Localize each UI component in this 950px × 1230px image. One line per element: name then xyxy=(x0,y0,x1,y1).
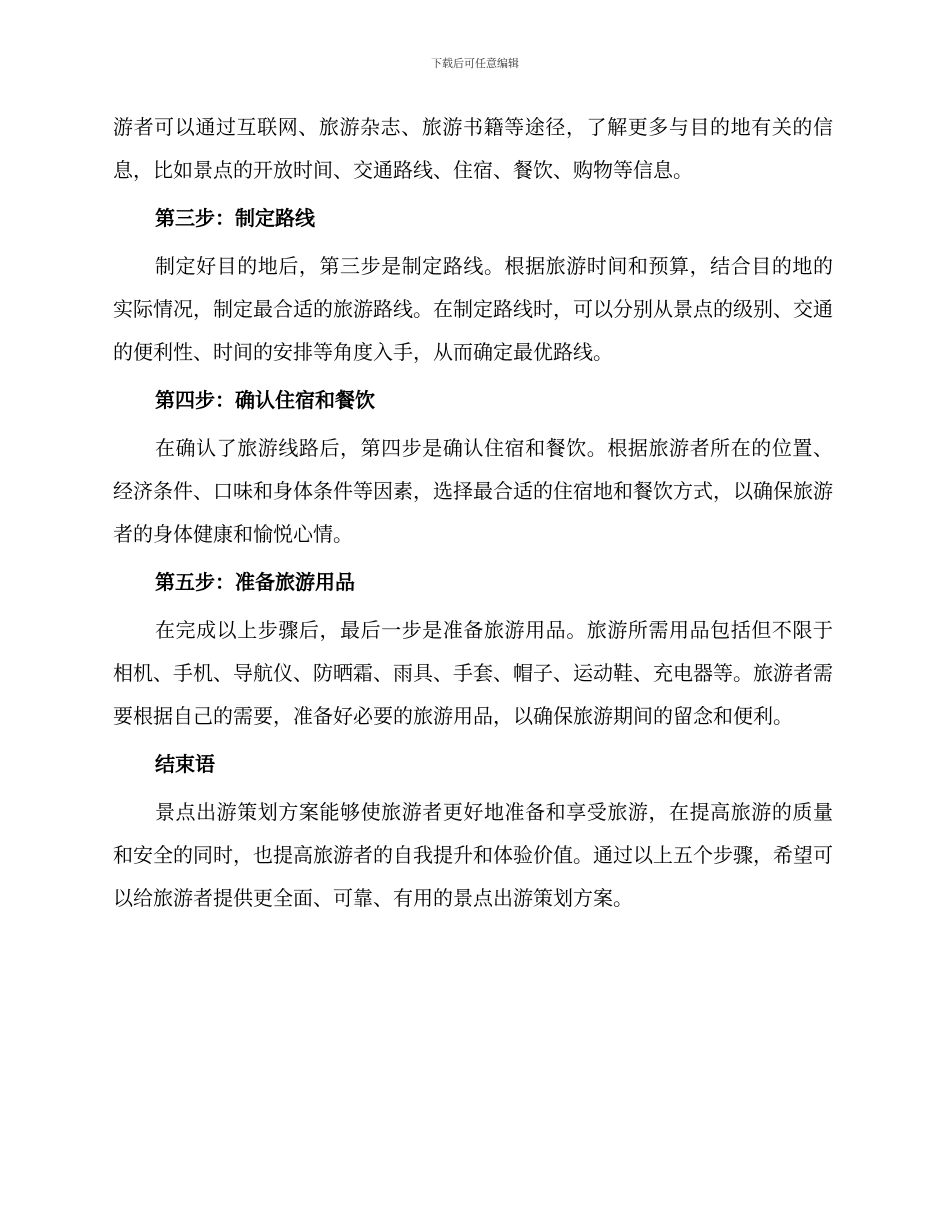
step4-heading: 第四步：确认住宿和餐饮 xyxy=(155,388,375,412)
conclusion-heading: 结束语 xyxy=(155,752,215,776)
intro-paragraph: 游者可以通过互联网、旅游杂志、旅游书籍等途径，了解更多与目的地有关的信息，比如景点的开放时间、交通路线、住宿、餐饮、购物等信息。 xyxy=(113,115,833,182)
page-header: 下载后可任意编辑 xyxy=(431,57,519,70)
step3-heading: 第三步：制定路线 xyxy=(155,206,315,230)
conclusion-paragraph: 景点出游策划方案能够使旅游者更好地准备和享受旅游，在提高旅游的质量和安全的同时，也提高旅游者的自我提升和体验价值。通过以上五个步骤，希望可以给旅游者提供更全面、可靠、有用的景点出游策划方案。 xyxy=(113,800,833,910)
step4-paragraph: 在确认了旅游线路后，第四步是确认住宿和餐饮。根据旅游者所在的位置、经济条件、口味和身体条件等因素，选择最合适的住宿地和餐饮方式，以确保旅游者的身体健康和愉悦心情。 xyxy=(113,436,833,546)
step5-paragraph: 在完成以上步骤后，最后一步是准备旅游用品。旅游所需用品包括但不限于相机、手机、导航仪、防晒霜、雨具、手套、帽子、运动鞋、充电器等。旅游者需要根据自己的需要，准备好必要的旅游用品，以确保旅游期间的留念和便利。 xyxy=(113,618,833,728)
step3-paragraph: 制定好目的地后，第三步是制定路线。根据旅游时间和预算，结合目的地的实际情况，制定最合适的旅游路线。在制定路线时，可以分别从景点的级别、交通的便利性、时间的安排等角度入手，从而确定最优路线。 xyxy=(113,254,833,364)
document-body xyxy=(113,106,833,925)
step5-heading: 第五步：准备旅游用品 xyxy=(155,570,355,594)
